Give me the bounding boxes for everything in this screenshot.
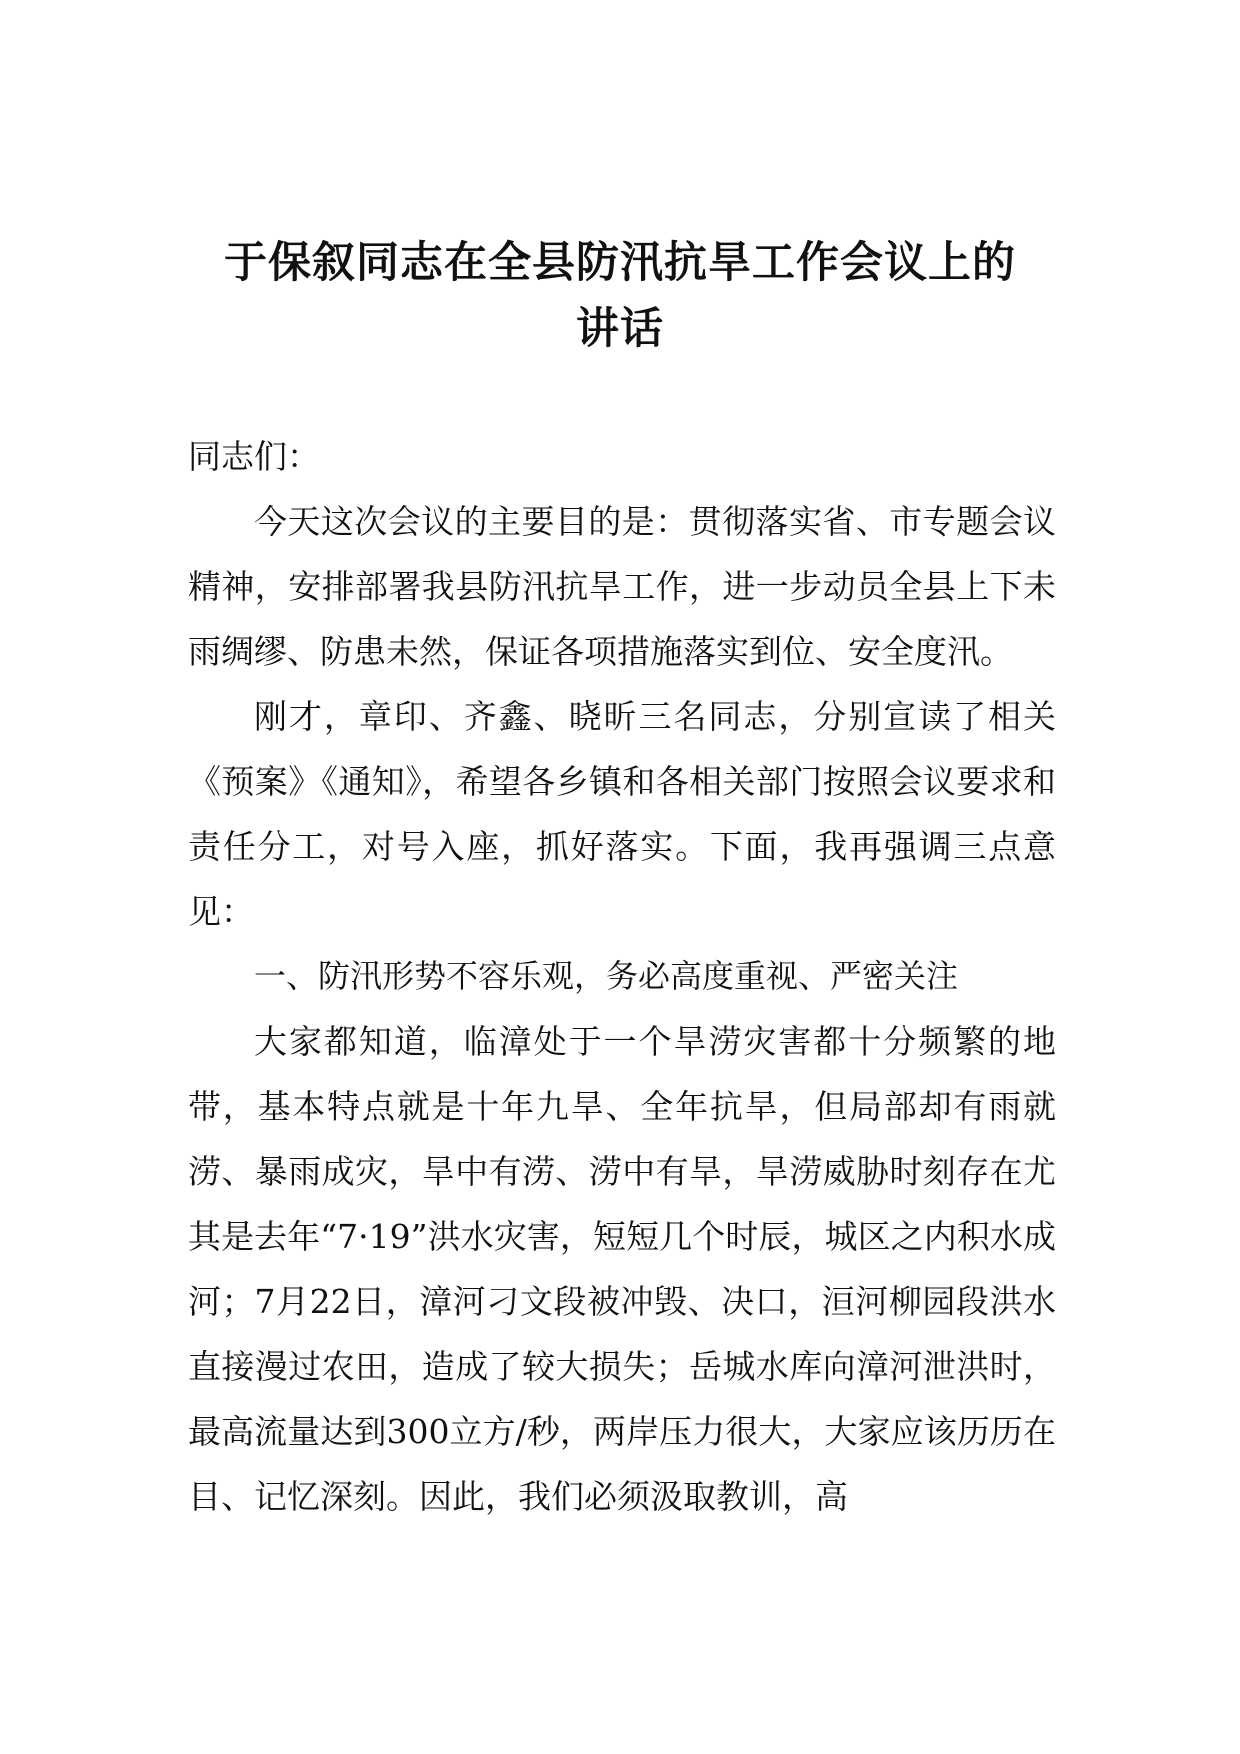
document-title <box>170 230 1070 362</box>
paragraph-flood-situation: 大家都知道，临漳处于一个旱涝灾害都十分频繁的地带，基本特点就是十年九旱、全年抗旱，但局部却有雨就涝、暴雨成灾，旱中有涝、涝中有旱，旱涝威胁时刻存在尤其是去年“7·19”洪水灾害，短短几个时辰，城区之内积水成河；7月22日，漳河刁文段被冲毁、决口，洹河柳园段洪水直接漫过农田，造成了较大损失；岳城水库向漳河泄洪时，最高流量达到300立方/秒，两岸压力很大，大家应该历历在目、记忆深刻。因此，我们必须汲取教训，高 <box>188 1022 1056 1516</box>
document-body <box>188 424 1056 1529</box>
section-heading-1: 一、防汛形势不容乐观，务必高度重视、严密关注 <box>254 957 959 995</box>
salutation: 同志们： <box>188 437 320 476</box>
paragraph-purpose: 今天这次会议的主要目的是：贯彻落实省、市专题会议精神，安排部署我县防汛抗旱工作，进一步动员全县上下未雨绸缪、防患未然，保证各项措施落实到位、安全度汛。 <box>188 502 1056 671</box>
title-line-2: 讲话 <box>576 304 664 354</box>
paragraph-opinions: 刚才，章印、齐鑫、晓昕三名同志，分别宣读了相关《预案》《通知》，希望各乡镇和各相关部门按照会议要求和责任分工，对号入座，抓好落实。下面，我再强调三点意见： <box>188 697 1056 931</box>
title-line-1: 于保叙同志在全县防汛抗旱工作会议上的 <box>224 238 1016 288</box>
